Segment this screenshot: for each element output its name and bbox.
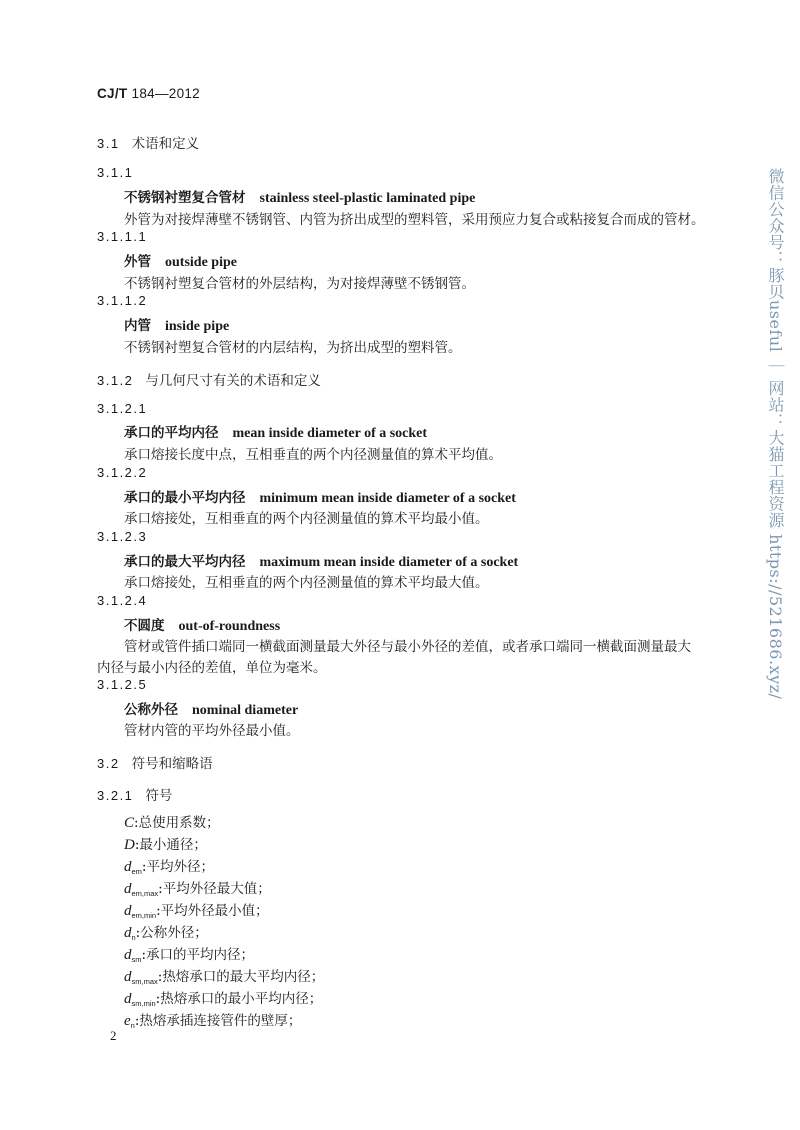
symbol-item: $d_n$:公称外径； (124, 925, 208, 942)
term-definition: 不锈钢衬塑复合管材的外层结构，为对接焊薄壁不锈钢管。 (124, 276, 475, 292)
symbol-item: $e_n$:热熔承插连接管件的壁厚； (124, 1013, 302, 1030)
clause-number: 3.1.2.4 (97, 593, 148, 608)
term-heading: 公称外径 nominal diameter (124, 702, 299, 718)
clause-number: 3.1.1.2 (97, 293, 148, 308)
section-3-2-1-heading: 3.2.1 符号 (97, 788, 173, 804)
symbol-item: $d_{sm,max}$:热熔承口的最大平均内径； (124, 969, 325, 986)
page-number: 2 (110, 1028, 117, 1043)
clause-number: 3.1.2.3 (97, 529, 148, 544)
term-definition-continued: 内径与最小内径的差值，单位为毫米。 (97, 660, 327, 676)
term-definition: 不锈钢衬塑复合管材的内层结构，为挤出成型的塑料管。 (124, 340, 462, 356)
section-3-2-heading: 3.2 符号和缩略语 (97, 756, 213, 772)
symbol-item: $d_{sm}$:承口的平均内径； (124, 947, 255, 964)
side-watermark: 微信公众号：豚贝useful ｜ 网站：大猫工程资源 https://521686.xyz/ (766, 168, 785, 700)
clause-number: 3.1.2.1 (97, 401, 148, 416)
section-3-1-heading: 3.1 术语和定义 (97, 136, 200, 152)
term-definition: 承口熔接处，互相垂直的两个内径测量值的算术平均最大值。 (124, 575, 489, 591)
symbol-list (124, 812, 484, 1032)
term-heading: 外管 outside pipe (124, 254, 237, 270)
term-definition: 承口熔接长度中点，互相垂直的两个内径测量值的算术平均值。 (124, 447, 502, 463)
term-heading: 不圆度 out-of-roundness (124, 618, 281, 634)
symbol-item: C:总使用系数； (124, 815, 220, 831)
term-definition: 外管为对接焊薄壁不锈钢管、内管为挤出成型的塑料管，采用预应力复合或粘接复合而成的管材。 (124, 212, 705, 228)
term-heading: 承口的最大平均内径 maximum mean inside diameter of a socket (124, 554, 519, 570)
standard-code: CJ/T (97, 86, 128, 101)
symbol-item: D:最小通径； (124, 837, 207, 853)
clause-number: 3.1.2.2 (97, 465, 148, 480)
term-definition: 管材或管件插口端同一横截面测量最大外径与最小外径的差值，或者承口端同一横截面测量最大 (124, 639, 691, 655)
clause-number: 3.1.2.5 (97, 677, 148, 692)
standard-number (97, 86, 200, 101)
symbol-item: $d_{em,max}$:平均外径最大值； (124, 881, 271, 898)
clause-number: 3.1.1 (97, 165, 134, 180)
term-definition: 承口熔接处，互相垂直的两个内径测量值的算术平均最小值。 (124, 511, 489, 527)
standard-year: 184—2012 (131, 86, 200, 101)
section-3-1-2-heading: 3.1.2 与几何尺寸有关的术语和定义 (97, 373, 321, 389)
term-definition: 管材内管的平均外径最小值。 (124, 723, 300, 739)
term-heading: 承口的最小平均内径 minimum mean inside diameter of a socket (124, 490, 516, 506)
term-heading: 不锈钢衬塑复合管材 stainless steel-plastic laminated pipe (124, 190, 476, 206)
term-heading: 承口的平均内径 mean inside diameter of a socket (124, 425, 428, 441)
symbol-item: $d_{sm,min}$:热熔承口的最小平均内径； (124, 991, 323, 1008)
clause-number: 3.1.1.1 (97, 229, 148, 244)
term-heading: 内管 inside pipe (124, 318, 230, 334)
symbol-item: $d_{em,min}$:平均外径最小值； (124, 903, 269, 920)
symbol-item: $d_{em}$:平均外径； (124, 859, 214, 876)
